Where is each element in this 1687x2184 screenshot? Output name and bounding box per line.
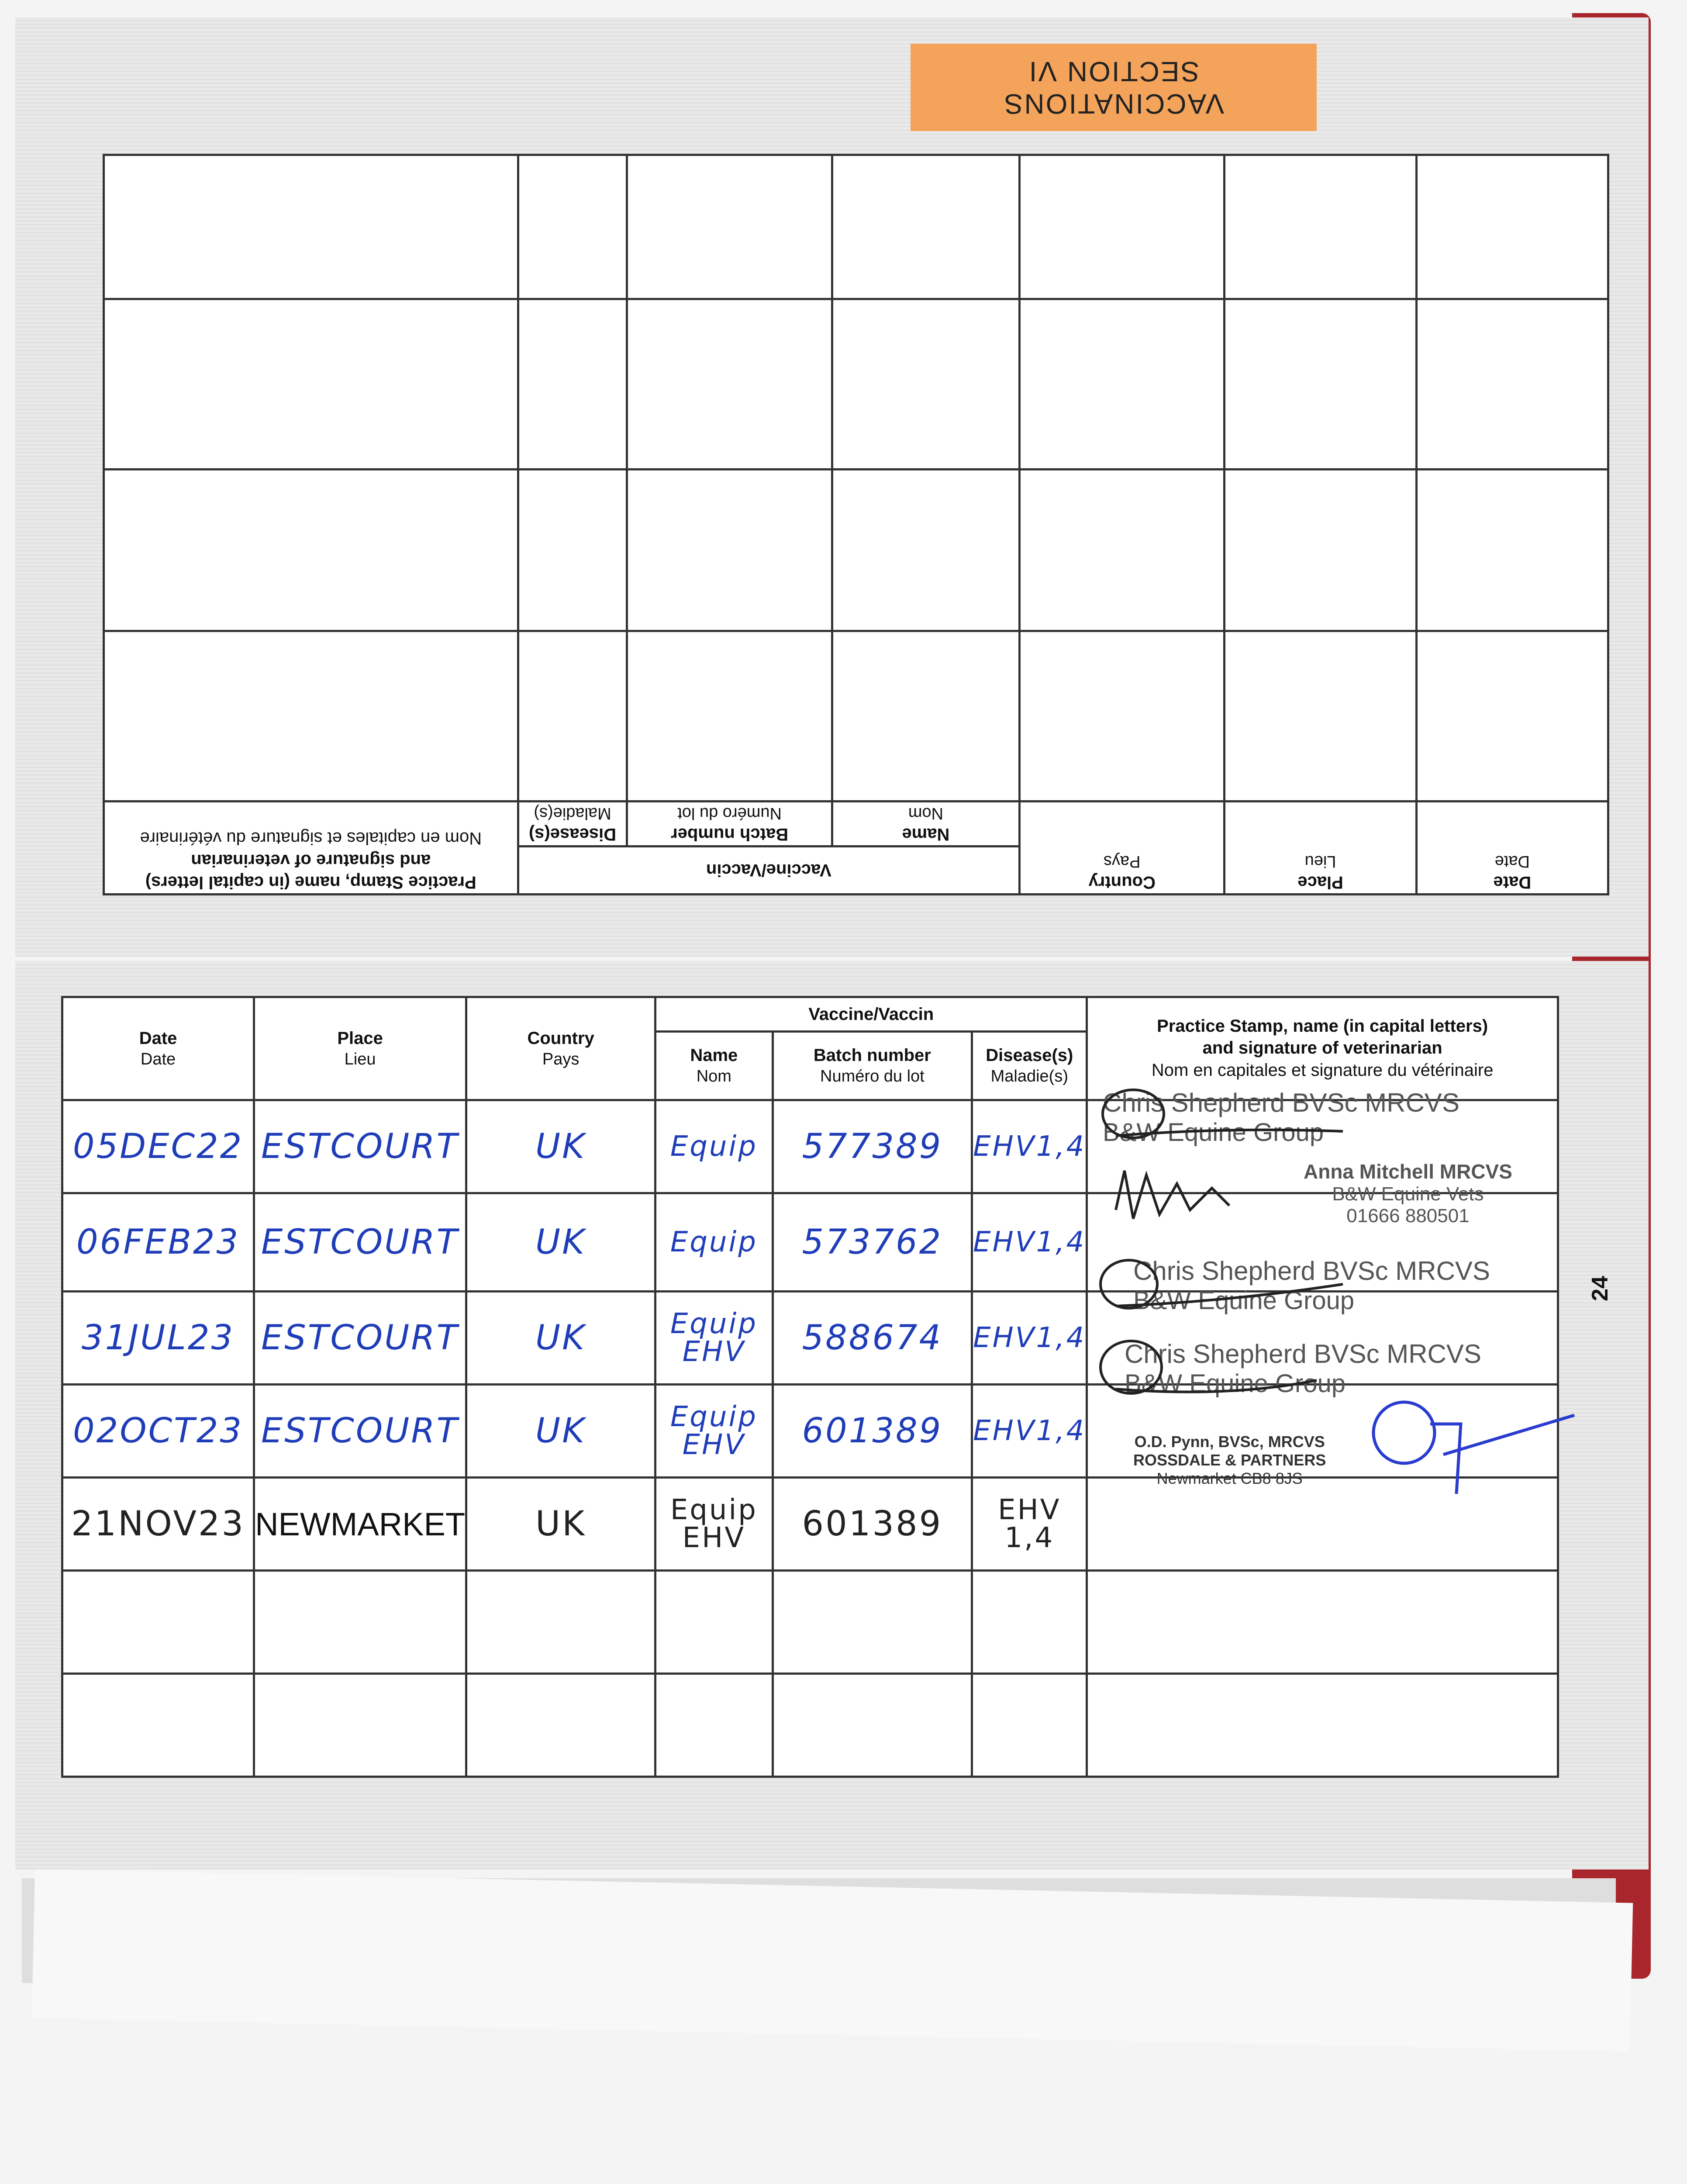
batch-cell: 588674: [802, 1318, 943, 1358]
stamp-header: Practice Stamp, name (in capital letters) and signature of veterinarian Nom en capitales et signature du vétérinaire: [104, 802, 518, 895]
vaccine-header: Vaccine/Vaccin: [518, 847, 1020, 895]
batch-cell: 573762: [802, 1222, 943, 1262]
page-25: [15, 17, 1649, 957]
vaccine-name-header: Name Nom: [832, 802, 1019, 847]
signature-stroke-icon: [1430, 1415, 1574, 1494]
place-cell: ESTCOURT: [261, 1127, 459, 1166]
vet-stamp: Chris Shepherd BVSc MRCVS B&W Equine Group: [1133, 1256, 1490, 1315]
date-header: Date Date: [1416, 802, 1608, 895]
country-cell: UK: [535, 1127, 586, 1166]
vet-stamp: O.D. Pynn, BVSc, MRCVS ROSSDALE & PARTNERS Newmarket CB8 8JS: [1133, 1433, 1326, 1487]
vaccine-name-cell: Equip: [670, 1130, 758, 1163]
signature-loop-icon: [1101, 1341, 1162, 1393]
country-cell: UK: [535, 1222, 586, 1262]
disease-header: Disease(s) Maladie(s): [972, 1031, 1087, 1100]
batch-number-header: Batch number Numéro du lot: [773, 1031, 972, 1100]
page-24: [15, 961, 1649, 1870]
vaccine-name-header: Name Nom: [655, 1031, 773, 1100]
vaccine-name-cell: Equip: [670, 1226, 758, 1258]
batch-cell: 601389: [802, 1411, 943, 1451]
section-tab: [911, 44, 1317, 131]
section-tab-title: VACCINATIONS: [1003, 88, 1225, 120]
vaccine-name-cell-line2: EHV: [682, 1428, 745, 1461]
disease-cell-line2: 1,4: [1004, 1522, 1055, 1555]
disease-cell: EHV: [998, 1494, 1061, 1527]
place-cell: ESTCOURT: [261, 1411, 459, 1451]
country-cell: UK: [535, 1411, 586, 1451]
page-25-rotated: [15, 17, 1649, 957]
table-row: [104, 631, 1608, 802]
batch-cell: 601389: [802, 1504, 943, 1544]
vaccine-name-cell: Equip: [670, 1400, 758, 1433]
batch-number-header: Batch number Numéro du lot: [627, 802, 832, 847]
signature-loop-icon: [1103, 1090, 1164, 1138]
vaccination-table: [103, 154, 1609, 896]
place-header: Place Lieu: [254, 997, 466, 1100]
page-number: 24: [1587, 1276, 1613, 1301]
vaccine-name-cell-line2: EHV: [682, 1335, 745, 1368]
place-cell: ESTCOURT: [261, 1318, 459, 1358]
country-cell: UK: [535, 1504, 586, 1544]
stamp-header: Practice Stamp, name (in capital letters) and signature of veterinarian Nom en capitales et signature du vétérinaire: [1087, 997, 1558, 1100]
batch-cell: 577389: [802, 1127, 943, 1166]
date-cell: 06FEB23: [76, 1222, 240, 1262]
vet-stamp: Chris Shepherd BVSc MRCVS B&W Equine Group: [1103, 1088, 1459, 1147]
disease-cell: EHV1,4: [973, 1414, 1086, 1447]
vet-stamp: Anna Mitchell MRCVS B&W Equine Vets 01666 880501: [1304, 1160, 1512, 1227]
table-row: [104, 470, 1608, 631]
table-row: [62, 1674, 1558, 1777]
date-header: Date Date: [62, 997, 254, 1100]
vaccine-name-cell: Equip: [670, 1307, 758, 1340]
signature-stroke-icon: [1116, 1171, 1229, 1219]
place-cell: ESTCOURT: [261, 1222, 459, 1262]
table-row: [104, 155, 1608, 299]
date-cell: 05DEC22: [72, 1127, 244, 1166]
table-row: [104, 299, 1608, 470]
disease-cell: EHV1,4: [973, 1226, 1086, 1258]
vet-stamp: Chris Shepherd BVSc MRCVS B&W Equine Group: [1125, 1339, 1481, 1398]
signature-loop-icon: [1373, 1402, 1435, 1463]
date-cell: 02OCT23: [73, 1411, 244, 1451]
disease-cell: EHV1,4: [973, 1321, 1086, 1354]
signature-stroke-icon: [1116, 1284, 1343, 1306]
vaccine-name-cell: Equip: [670, 1494, 758, 1527]
place-header: Place Lieu: [1225, 802, 1416, 895]
disease-header: Disease(s) Maladie(s): [518, 802, 627, 847]
section-tab-subtitle: SECTION VI: [1028, 56, 1200, 87]
signature-loop-icon: [1101, 1260, 1157, 1308]
vaccine-name-cell-line2: EHV: [682, 1522, 745, 1555]
country-header: Country Pays: [1020, 802, 1225, 895]
date-cell: 21NOV23: [71, 1504, 245, 1544]
table-row: [62, 1571, 1558, 1674]
signature-stroke-icon: [1116, 1380, 1317, 1392]
signature-marks: [1098, 1075, 1579, 1503]
place-cell: NEWMARKET: [255, 1506, 466, 1542]
country-cell: UK: [535, 1318, 586, 1358]
vaccine-header: Vaccine/Vaccin: [655, 997, 1087, 1032]
date-cell: 31JUL23: [82, 1318, 235, 1358]
disease-cell: EHV1,4: [973, 1130, 1086, 1163]
country-header: Country Pays: [466, 997, 655, 1100]
